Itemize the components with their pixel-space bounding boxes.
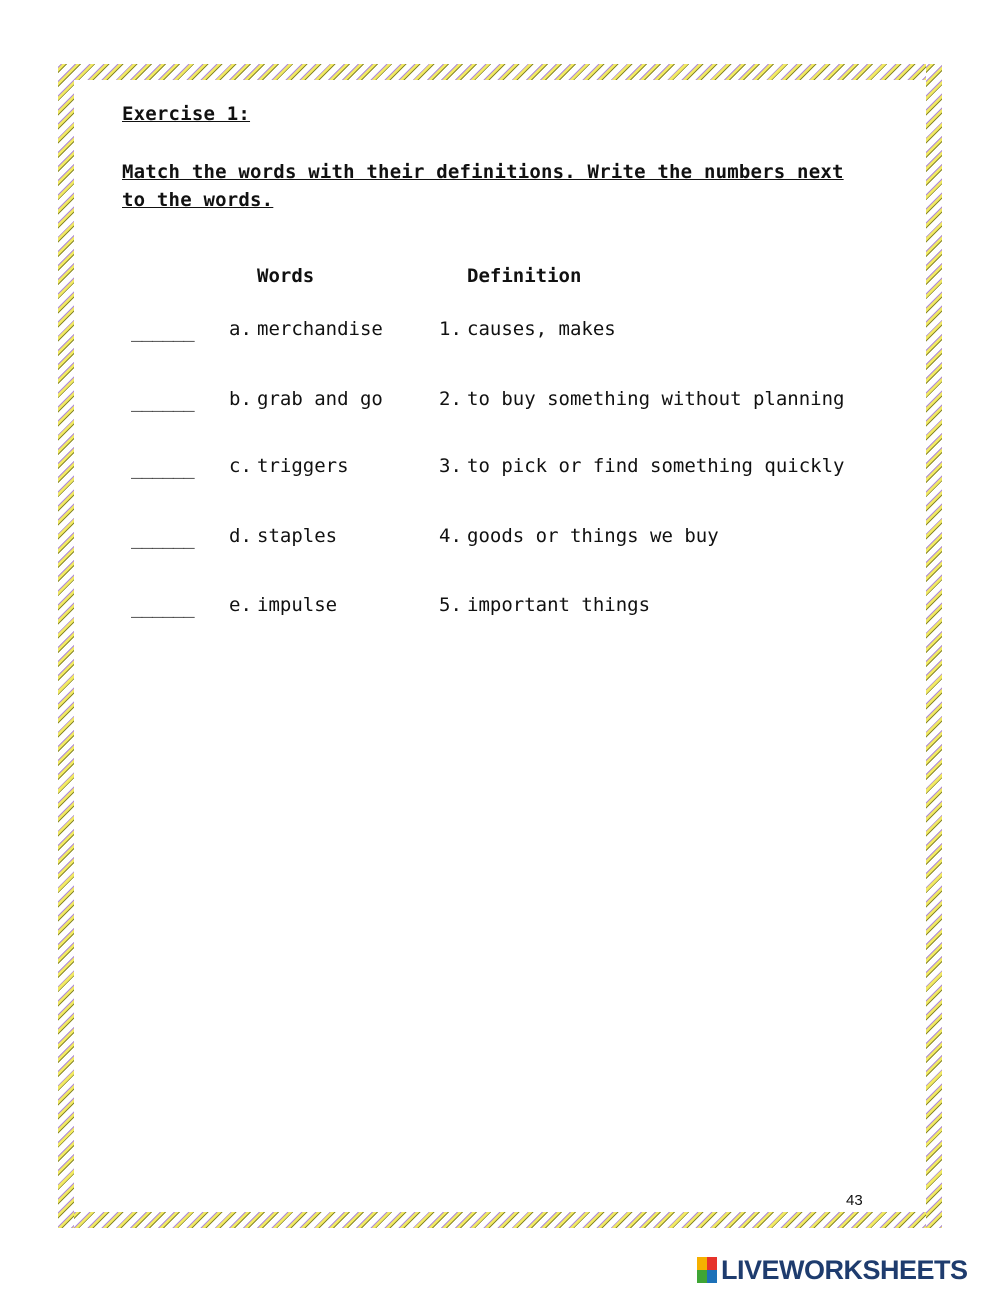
- answer-blank[interactable]: ______: [131, 390, 194, 412]
- match-row: [0, 388, 1000, 418]
- definition-text: to pick or find something quickly: [467, 455, 845, 477]
- logo-square-green: [697, 1270, 707, 1283]
- instruction-text: Match the words with their definitions. Write the numbers next to the words.: [122, 161, 844, 211]
- liveworksheets-logo: [697, 1252, 968, 1288]
- definition-number: 4.: [439, 525, 462, 547]
- answer-blank[interactable]: ______: [131, 596, 194, 618]
- match-row: [0, 594, 1000, 624]
- match-row: [0, 318, 1000, 348]
- word-letter: c.: [229, 455, 252, 477]
- match-row: [0, 455, 1000, 485]
- pencil-border-top: [58, 64, 942, 80]
- logo-square-blue: [707, 1270, 717, 1283]
- definition-text: important things: [467, 594, 651, 616]
- word-text: staples: [257, 525, 338, 547]
- word-text: impulse: [257, 594, 338, 616]
- words-column-header: Words: [257, 265, 315, 287]
- word-letter: e.: [229, 594, 252, 616]
- answer-blank[interactable]: ______: [131, 527, 194, 549]
- word-letter: b.: [229, 388, 252, 410]
- definition-text: to buy something without planning: [467, 388, 845, 410]
- answer-blank[interactable]: ______: [131, 457, 194, 479]
- match-row: [0, 525, 1000, 555]
- answer-blank[interactable]: ______: [131, 320, 194, 342]
- pencil-border-left: [58, 64, 74, 1228]
- definition-number: 2.: [439, 388, 462, 410]
- word-letter: d.: [229, 525, 252, 547]
- logo-square-yellow: [697, 1257, 707, 1270]
- definition-column-header: Definition: [467, 265, 582, 287]
- definition-text: goods or things we buy: [467, 525, 719, 547]
- pencil-border-right: [926, 64, 942, 1228]
- word-letter: a.: [229, 318, 252, 340]
- liveworksheets-wordmark: LIVEWORKSHEETS: [721, 1254, 968, 1285]
- page-number: 43: [846, 1192, 863, 1209]
- definition-number: 1.: [439, 318, 462, 340]
- word-text: merchandise: [257, 318, 383, 340]
- word-text: grab and go: [257, 388, 383, 410]
- word-text: triggers: [257, 455, 349, 477]
- pencil-border-bottom: [58, 1212, 942, 1228]
- logo-square-red: [707, 1257, 717, 1270]
- liveworksheets-logo-icon: [697, 1257, 717, 1283]
- exercise-title: Exercise 1:: [122, 103, 251, 125]
- definition-number: 3.: [439, 455, 462, 477]
- definition-number: 5.: [439, 594, 462, 616]
- definition-text: causes, makes: [467, 318, 616, 340]
